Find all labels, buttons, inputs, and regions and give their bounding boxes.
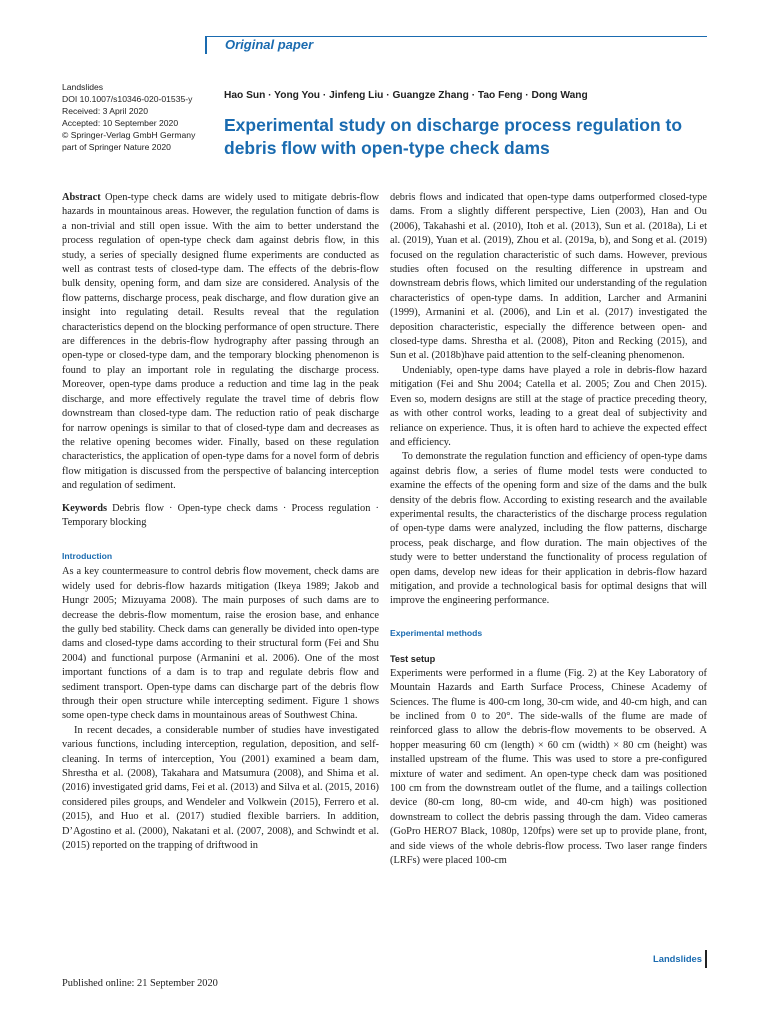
introduction-paragraph: As a key countermeasure to control debris flow movement, check dams are widely used for debris-flow hazards mitigation (Ikeya 1989; Jakob and Hungr 2005; Mizuyama 2008). The main purposes of such dams are to decrease the debris-flow momentum, raise the erosion base, and enhance the gully bed stability. Check dams can generally be divided into open-type dams and closed-type dams according to their structural form (Fei and Shu 2004) and functional purpose (Armanini et al. 2006). One of the most important functions of a dam is to trap and regulate debris flow and sediment transport. Open-type dams can discharge part of the debris flow through their open structure while intercepting sediment. Figure 1 shows some open-type check dams in mountainous areas of Southwest China. [62,566,379,722]
introduction-heading: Introduction [62,551,113,562]
journal-name: Landslides [62,82,104,92]
article-title: Experimental study on discharge process regulation to debris flow with open-type check dams [224,115,683,158]
introduction-paragraph: In recent decades, a considerable number of studies have investigated various functions, including interception, regulation, deposition, and self-cleaning. In terms of interception, You (2001) examined a beam dam, Shrestha et al. (2008), Takahara and Matsumura (2008), and Shima et al. (2016) investigated grid dams, Fei et al. (2013) and Silva et al. (2015, 2016) considered piles groups, and Wendeler and Volkwein (2015), Ferrero et al. (2015), and Huo et al. (2017) studied flexible barriers. In addition, D’Agostino et al. (2000), Nakatani et al. (2007, 2008), and Schwindt et al. (2015) reported on the trapping of driftwood in [62,724,379,852]
methods-heading: Experimental methods [390,627,483,638]
article-metadata [62,81,222,153]
publisher-note: part of Springer Nature 2020 [62,142,171,152]
header-tick [205,36,207,54]
doi[interactable]: DOI 10.1007/s10346-020-01535-y [62,94,193,104]
footer-bar [705,950,707,968]
introduction-paragraph: debris flows and indicated that open-type dams outperformed closed-type dams. From a slightly different perspective, Lien (2003), Han and Ou (2006), Takahashi et al. (2010), Itoh et al. (2013), Sun et al. (2018a), Li et al. (2019), Yuan et al. (2019), Zhou et al. (2019a, b), and Song et al. (2019) focused on the regulation characteristic of such dams. However, previous studies often focused on the resulting difference in upstream and downstream debris flows, which limited our understanding of the regulation characteristics of open-type dams. In addition, Larcher and Armanini (1999), Armanini et al. (2006), and Lin et al. (2017) investigated the deposition characteristic, especially the difference between open- and closed-type dams. Shrestha et al. (2008), Piton and Recking (2015), and Sun et al. (2018b)have paid attention to the self-cleaning phenomenon. [390,192,707,362]
copyright: © Springer-Verlag GmbH Germany [62,130,196,140]
keywords [62,502,379,531]
left-column [62,191,379,853]
footer-journal-name: Landslides [653,953,702,964]
accepted-date: Accepted: 10 September 2020 [62,118,179,128]
publication-date: Published online: 21 September 2020 [62,978,218,989]
abstract [62,191,379,494]
article-type-label: Original paper [225,37,314,52]
right-column [390,191,707,868]
keywords-label: Keywords [62,502,108,514]
introduction-paragraph: Undeniably, open-type dams have played a role in debris-flow hazard mitigation (Fei and Shu 2004; Catella et al. 2005; Zou and Chen 2015). Even so, modern designs are still at the stage of practice preceding theory, as with other control works, leading to a great deal of subjectivity and reliance on experience. Thus, it is often hard to achieve the expected effect and efficiency. [390,364,707,448]
abstract-text: Open-type check dams are widely used to mitigate debris-flow hazards in mountainous areas. However, the regulation function of dams is a non-trivial and still open issue. With the aim to better understand the process regulation of open-type check dam against debris flow, in this study, a series of specially designed flume experiments are conducted as well as contrast tests of closed-type dam. The effects of the debris-flow bulk density, opening form, and dam size are considered. Analysis of the flow patterns, discharge process, peak discharge, and flow duration give an insight into regulating detail. Results reveal that the regulation characteristics depend on the blocking performance of open structure. There are differences in the debris-flow hydrography after passing through an open-type or closed-type dam, and the temporary blocking phenomenon is found to play an important role in regulating the discharge process. Moreover, open-type dams produce a reduction and time lag in the peak discharge, and more effectively regulate the travel time of debris flow downstream than closed-type dam. The reduction ratio of peak discharge for narrow openings is similar to that of closed-type dam and decreases as the relative opening becomes wider. Finally, based on these regulation characteristics, the application of open-type dams for a novel form of debris flow mitigation is discussed from the perspective of balancing interception and regulation of sediment. [62,192,379,492]
introduction-paragraph: To demonstrate the regulation function and efficiency of open-type dams against debris flow, a series of flume model tests were conducted to examine the effects of the opening form and size of the dams and the bulk density of the debris flow. According to existing research and the available experimental results, the characteristics of the discharge process regulation of open-type dams were analyzed, including the flow patterns, discharge process, peak discharge, and flow duration. The main objectives of the study were to better understand the functionality of process regulation of open dams, develop new ideas for their application in debris-flow hazard mitigation, and provide a technological basis for optimal designs that will improve the engineering performance. [390,451,707,607]
authors: Hao Sun · Yong You · Jinfeng Liu · Guangze Zhang · Tao Feng · Dong Wang [224,90,588,101]
test-setup-heading: Test setup [390,653,436,664]
keywords-text: Debris flow · Open-type check dams · Process regulation · Temporary blocking [62,502,379,528]
received-date: Received: 3 April 2020 [62,106,148,116]
methods-paragraph: Experiments were performed in a flume (Fig. 2) at the Key Laboratory of Mountain Hazards and Earth Surface Process, Chinese Academy of Sciences. The flume is 400-cm long, 30-cm wide, and 40-cm high, and can be inclined from 0 to 20°. The side-walls of the flume are made of reinforced glass to allow the debris-flow movements to be observed. A hopper measuring 60 cm (length) × 60 cm (width) × 80 cm (height) was installed upstream of the flume. This was used to store a pre-configured mixture of water and sediment. An open-type check dam was positioned 100 cm from the downstream outlet of the flume, and a tailings collection device (80-cm long, 80-cm wide, and 40-cm high) was positioned downstream to collect the debris passing through the dam. Video cameras (GoPro HERO7 Black, 1080p, 120fps) were set up to provide plane, front, and side views of the whole debris-flow process. Two laser range finders (LRFs) were placed 100-cm [390,667,707,867]
abstract-label: Abstract [62,192,101,203]
